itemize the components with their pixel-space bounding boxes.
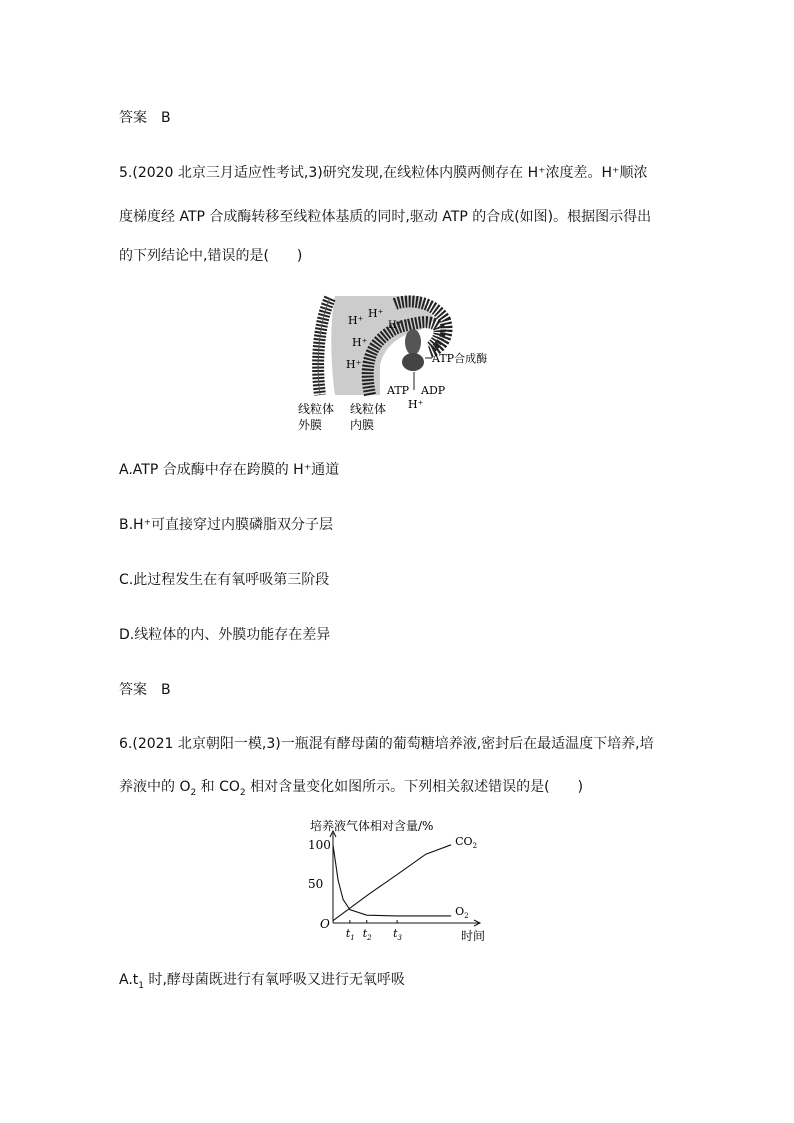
atp-synthase-icon (405, 329, 421, 355)
y-tick-label: 50 (308, 876, 324, 891)
q5-stem-line1: 5.(2020 北京三月适应性考试,3)研究发现,在线粒体内膜两侧存在 H⁺浓度差。H⁺顺浓 (119, 165, 648, 181)
q5-option-d: D.线粒体的内、外膜功能存在差异 (119, 627, 331, 643)
q6-stem-line2: 养液中的 $O_2$ 和 $CO_2$ 相对含量变化如图所示。下列相关叙述错误的是( ) (119, 779, 584, 798)
q5-answer (119, 681, 171, 699)
h-plus-label: H⁺ (352, 336, 368, 349)
adp-label: ADP (421, 384, 446, 397)
q6-option-a: $A.t_1$ 时,酵母菌既进行有氧呼吸又进行无氧呼吸 (119, 972, 405, 991)
h-plus-label: H⁺ (348, 314, 364, 327)
answer-label: 答案 (119, 682, 147, 698)
atp-synthase-label: ATP合成酶 (432, 352, 488, 365)
q5-stem-line3: 的下列结论中,错误的是( ) (119, 248, 303, 264)
q5-option-c: C.此过程发生在有氧呼吸第三阶段 (119, 572, 330, 588)
series-label-o2: $O_2$ (455, 904, 469, 920)
previous-answer (119, 109, 171, 127)
h-plus-label: H⁺ (388, 320, 402, 331)
x-tick-label: $t_2$ (362, 927, 372, 942)
x-tick-label: $t_3$ (393, 927, 403, 942)
inner-membrane-caption: 内膜 (350, 418, 375, 432)
h-plus-label: H⁺ (368, 307, 384, 320)
q5-stem-line2: 度梯度经 ATP 合成酶转移至线粒体基质的同时,驱动 ATP 的合成(如图)。根据图示得出 (119, 209, 652, 225)
q5-option-b: B.H⁺可直接穿过内膜磷脂双分子层 (119, 517, 333, 533)
series-line-o2 (333, 845, 451, 916)
h-plus-label: H⁺ (346, 358, 362, 371)
atp-label: ATP (387, 384, 410, 397)
x-tick-label: $t_1$ (345, 927, 355, 942)
answer-value: B (161, 682, 171, 698)
series-label-co2: $CO_2$ (455, 834, 478, 850)
outer-membrane-caption: 外膜 (298, 418, 323, 432)
h-plus-label: H⁺ (408, 398, 424, 411)
gas-content-chart (300, 815, 500, 945)
answer-label: 答案 (119, 110, 147, 126)
chart-ylabel: 培养液气体相对含量/% (310, 819, 434, 833)
series-line-co2 (333, 845, 451, 921)
chart-xlabel: 时间 (461, 929, 486, 943)
answer-value: B (161, 110, 171, 126)
mitochondria-figure (290, 290, 490, 435)
outer-membrane (318, 298, 330, 395)
inner-membrane-caption: 线粒体 (350, 402, 387, 416)
y-tick-label: 100 (308, 837, 331, 852)
origin-label: O (320, 917, 330, 931)
q5-option-a: A.ATP 合成酶中存在跨膜的 H⁺通道 (119, 462, 340, 478)
outer-membrane-caption: 线粒体 (298, 402, 335, 416)
q6-stem-line1: 6.(2021 北京朝阳一模,3)一瓶混有酵母菌的葡萄糖培养液,密封后在最适温度下培养,培 (119, 736, 654, 752)
